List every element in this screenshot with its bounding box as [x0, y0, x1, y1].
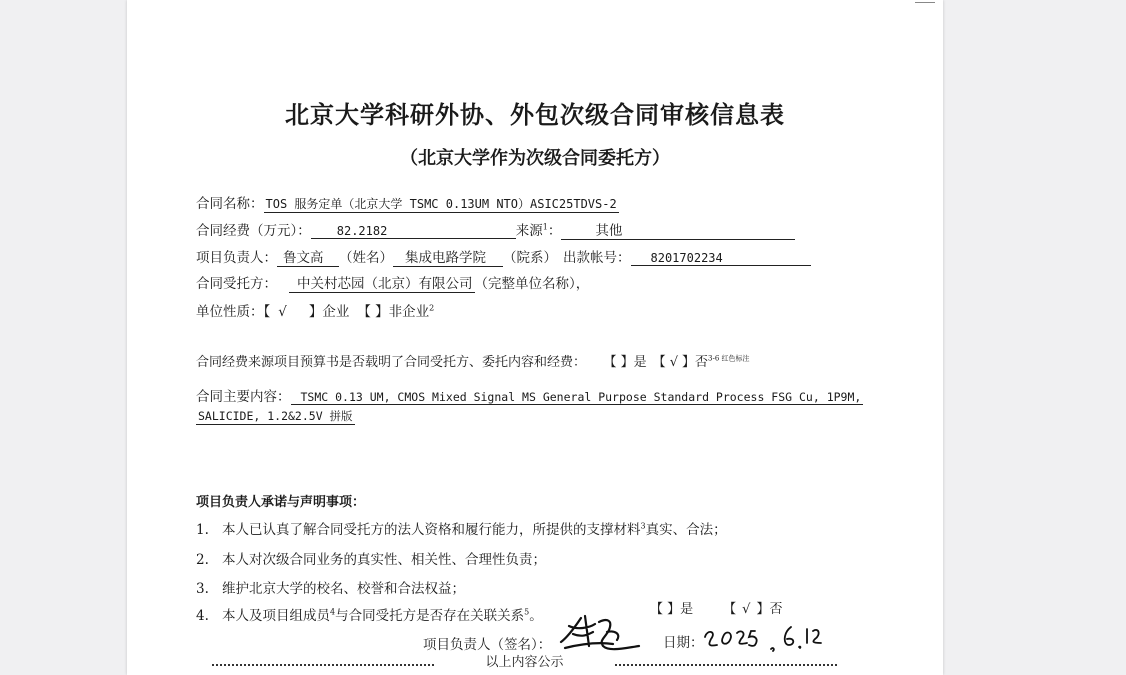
trustee-value: 中关村芯园（北京）有限公司 [289, 272, 475, 293]
commitment-item-text: 维护北京大学的校名、校誉和合法权益； [222, 581, 465, 597]
main-content-line2: SALICIDE, 1.2&2.5V 拼版 [198, 409, 353, 423]
unit-nature-row [196, 300, 434, 320]
commitment-item [196, 518, 727, 538]
enterprise-bracket-close: 】 [308, 304, 323, 320]
handwritten-date [703, 623, 823, 657]
commitment-item-num: 2. [196, 552, 209, 568]
budget-question-row [196, 351, 750, 370]
commitment-item-sup: 3 [640, 521, 646, 531]
relation-yes-bracket: 【 】 [650, 602, 681, 617]
commitment-item [196, 604, 543, 624]
commitment-item-text: 本人对次级合同业务的真实性、相关性、合理性负责； [222, 552, 546, 568]
page-top-mark [915, 2, 935, 3]
contract-name-label: 合同名称： [196, 196, 264, 212]
commitment-item-sup: 4 [330, 607, 336, 617]
commitment-item-text-b: 与合同受托方是否存在关联关系 [335, 608, 525, 624]
project-lead-name: 鲁文高 [277, 246, 339, 267]
relation-no-bracket-open: 【 [723, 602, 737, 617]
budget-no-bracket-close: 】 [681, 355, 695, 370]
unit-nature-label: 单位性质： [196, 304, 264, 320]
enterprise-option: 企业 [322, 304, 350, 320]
non-enterprise-bracket: 【 】 [357, 304, 389, 320]
relation-no: 否 [769, 602, 783, 617]
contract-name-value: TOS 服务定单（北京大学 TSMC 0.13UM NTO）ASIC25TDVS-2 [265, 197, 617, 211]
main-content-row [196, 385, 863, 405]
contract-fee-value: 82.2182 [311, 224, 516, 239]
relation-yes: 是 [680, 602, 694, 617]
budget-no: 否 [695, 355, 709, 370]
trustee-row [196, 272, 589, 293]
project-lead-dept: 集成电路学院 [393, 246, 503, 267]
budget-check: √ [669, 355, 678, 370]
source-colon: ： [547, 223, 562, 239]
main-content-line1: TSMC 0.13 UM, CMOS Mixed Signal MS General Purpose Standard Process FSG Cu, 1P9M, [291, 390, 864, 405]
project-lead-row [196, 246, 811, 267]
commitment-item-num: 1. [196, 522, 209, 538]
enterprise-bracket-open: 【 [263, 304, 271, 320]
source-label: 来源 [515, 223, 543, 239]
commitment-heading: 项目负责人承诺与声明事项： [196, 495, 366, 510]
commitment-item-num: 3. [196, 581, 209, 597]
commitment-item-num: 4. [196, 608, 209, 624]
relation-no-bracket-close: 】 [756, 602, 770, 617]
budget-yes-bracket: 【 】 [610, 355, 634, 370]
source-value: 其他 [561, 219, 795, 240]
relation-choice [650, 598, 783, 617]
commitment-item-text: 本人及项目组成员 [222, 608, 330, 624]
account-label: 出款帐号： [563, 250, 631, 266]
relation-check: √ [742, 602, 751, 617]
handwritten-signature [555, 612, 645, 658]
commitment-item [196, 577, 465, 597]
dotted-rule-right [615, 664, 837, 666]
main-content-row-2 [196, 408, 355, 425]
signature-label: 项目负责人（签名）： [423, 637, 552, 653]
commitment-item-text-b: 真实、合法； [645, 522, 727, 538]
date-label: 日期： [663, 635, 704, 651]
commitment-item-sup-2: 5 [524, 607, 530, 617]
budget-question-text: 合同经费来源项目预算书是否载明了合同受托方、委托内容和经费： [196, 355, 587, 370]
document-subtitle: （北京大学作为次级合同委托方） [400, 148, 670, 169]
budget-note: 3-6 红色标注 [708, 354, 750, 363]
main-content-label: 合同主要内容： [196, 389, 291, 405]
project-lead-label: 项目负责人： [196, 250, 277, 266]
project-lead-name-note: （姓名） [339, 250, 393, 266]
enterprise-check: √ [278, 304, 287, 320]
source-sup: 1 [542, 222, 548, 232]
dotted-rule-left [212, 664, 434, 666]
non-enterprise-option: 非企业 [388, 304, 430, 320]
public-notice-text: 以上内容公示 [485, 655, 564, 670]
account-value: 8201702234 [631, 251, 811, 266]
public-notice-line [212, 656, 837, 670]
document-page [127, 0, 943, 675]
non-enterprise-sup: 2 [429, 303, 435, 313]
commitment-item [196, 548, 546, 568]
budget-no-bracket-open: 【 [652, 355, 666, 370]
budget-yes: 是 [633, 355, 647, 370]
commitment-item-text: 本人已认真了解合同受托方的法人资格和履行能力，所提供的支撑材料 [222, 522, 641, 538]
document-title: 北京大学科研外协、外包次级合同审核信息表 [285, 100, 785, 129]
commitment-item-text-c: 。 [529, 608, 543, 624]
contract-fee-row [196, 219, 795, 240]
contract-fee-label: 合同经费（万元）： [196, 223, 311, 239]
trustee-label: 合同受托方： [196, 276, 277, 292]
trustee-note: （完整单位名称）， [474, 276, 590, 292]
contract-name-row [196, 192, 619, 213]
project-lead-dept-note: （院系） [503, 250, 557, 266]
